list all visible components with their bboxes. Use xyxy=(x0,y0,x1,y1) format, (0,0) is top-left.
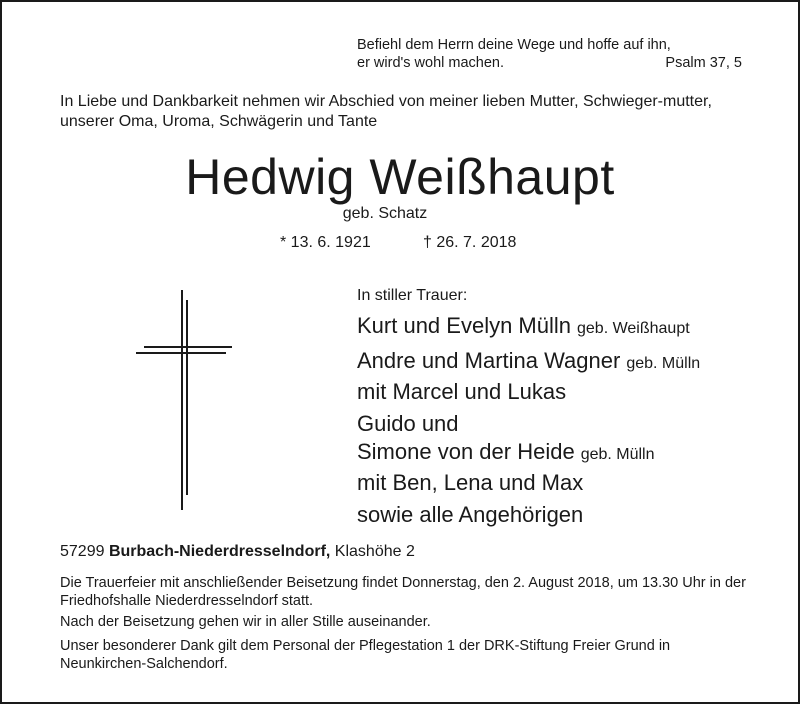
mourner-entry xyxy=(357,501,700,529)
mourners-label: In stiller Trauer: xyxy=(357,287,468,304)
funeral-info: Die Trauerfeier mit anschließender Beisetzung findet Donnerstag, den 2. August 2018, um 13.30 Uhr in der Friedhofshalle Niederdresselndorf statt. xyxy=(60,575,746,609)
mourner-nee: geb. Mülln xyxy=(626,355,701,372)
mourner-entry xyxy=(357,438,700,469)
birth-date: * 13. 6. 1921 xyxy=(280,234,371,251)
mourner-nee: geb. Weißhaupt xyxy=(577,320,690,337)
mourner-entry xyxy=(357,347,700,378)
mourner-entry xyxy=(357,378,700,406)
thanks-text: Unser besonderer Dank gilt dem Personal der Pflegestation 1 der DRK-Stiftung Freier Grund in Neunkirchen-Salchendorf. xyxy=(60,638,671,672)
mourner-entry xyxy=(357,410,700,438)
mourner-name: Andre und Martina Wagner xyxy=(357,348,621,373)
verse-reference: Psalm 37, 5 xyxy=(665,55,742,71)
mourners-list xyxy=(357,312,700,529)
mourner-entry xyxy=(357,312,700,343)
mourner-entry xyxy=(357,469,700,497)
cross-icon-inner-stroke xyxy=(186,300,188,495)
mourner-name: Simone von der Heide xyxy=(357,439,575,464)
bible-verse xyxy=(357,36,742,72)
cross-icon-bar-lower xyxy=(136,352,226,354)
mourner-name: sowie alle Angehörigen xyxy=(357,502,584,527)
verse-line-1: Befiehl dem Herrn deine Wege und hoffe auf ihn, xyxy=(357,37,671,53)
mourner-name: mit Ben, Lena und Max xyxy=(357,470,584,495)
family-address xyxy=(60,543,415,561)
mourner-nee: geb. Mülln xyxy=(580,446,655,463)
cross-icon xyxy=(181,290,183,510)
deceased-name: Hedwig Weißhaupt xyxy=(185,149,615,205)
after-burial-info: Nach der Beisetzung gehen wir in aller Stille auseinander. xyxy=(60,614,431,630)
maiden-name: geb. Schatz xyxy=(342,205,428,222)
cross-icon-bar-upper xyxy=(144,346,232,348)
mourner-name: mit Marcel und Lukas xyxy=(357,379,567,404)
verse-line-2: er wird's wohl machen. xyxy=(357,55,505,71)
mourner-name: Guido und xyxy=(357,411,459,436)
address-zip: 57299 xyxy=(60,543,105,560)
death-date: † 26. 7. 2018 xyxy=(423,234,517,251)
address-street: Klashöhe 2 xyxy=(334,543,415,560)
address-city: Burbach-Niederdresselndorf, xyxy=(108,543,331,560)
mourner-name: Kurt und Evelyn Mülln xyxy=(357,313,571,338)
intro-text: In Liebe und Dankbarkeit nehmen wir Abschied von meiner lieben Mutter, Schwieger-mutter, unserer Oma, Uroma, Schwägerin und Tante xyxy=(60,93,712,130)
